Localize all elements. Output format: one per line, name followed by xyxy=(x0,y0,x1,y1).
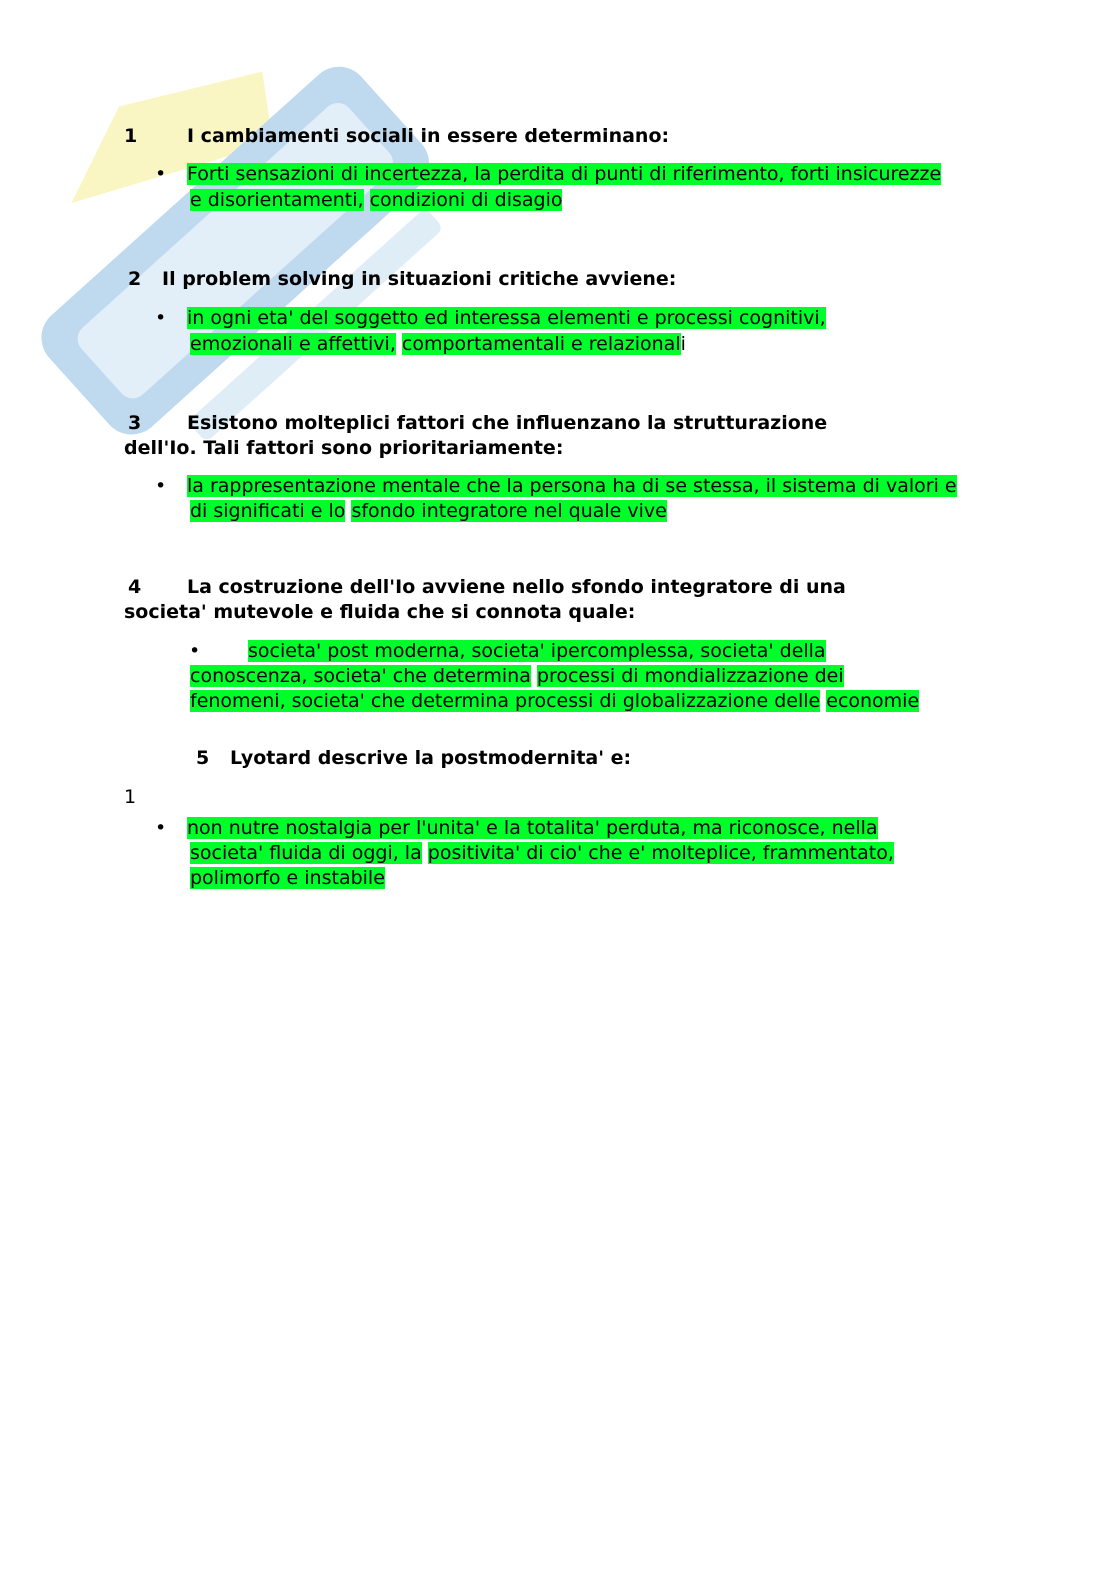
answer-highlight: la rappresentazione mentale che la persona ha di se stessa, il sistema di valori e xyxy=(187,475,957,497)
answer-highlight: Forti sensazioni di incertezza, la perdita di punti di riferimento, forti insicurezze xyxy=(187,163,942,185)
answer-4-line-3 xyxy=(190,689,919,714)
answer-text xyxy=(364,189,370,211)
answer-3-line-2 xyxy=(190,499,667,524)
question-2-number: 2 xyxy=(128,268,142,290)
answer-5-line-2 xyxy=(190,841,894,866)
answer-highlight: polimorfo e instabile xyxy=(190,867,385,889)
question-5-number: 5 xyxy=(196,747,210,769)
answer-highlight: societa' fluida di oggi, la xyxy=(190,842,422,864)
answer-5-line-1 xyxy=(187,816,878,841)
question-3-text-line-2: dell'Io. Tali fattori sono prioritariamente: xyxy=(124,437,564,459)
bullet-icon: • xyxy=(155,475,167,497)
answer-highlight: non nutre nostalgia per l'unita' e la totalita' perduta, ma riconosce, nella xyxy=(187,817,878,839)
answer-highlight: economie xyxy=(826,690,920,712)
question-4-number: 4 xyxy=(128,576,142,598)
answer-highlight: condizioni di disagio xyxy=(369,189,563,211)
question-1-number: 1 xyxy=(124,125,138,147)
answer-highlight: sfondo integratore nel quale vive xyxy=(351,500,667,522)
bullet-icon: • xyxy=(189,640,201,662)
answer-4-line-2 xyxy=(190,664,844,689)
answer-2-line-2 xyxy=(190,332,686,357)
answer-highlight: di significati e lo xyxy=(190,500,346,522)
bullet-icon: • xyxy=(155,163,167,185)
answer-text xyxy=(396,333,402,355)
answer-4-line-1 xyxy=(248,639,826,664)
answer-highlight: societa' post moderna, societa' ipercomplessa, societa' della xyxy=(248,640,826,662)
answer-text: i xyxy=(680,333,686,355)
answer-highlight: emozionali e affettivi, xyxy=(190,333,396,355)
question-2-text: Il problem solving in situazioni critiche avviene: xyxy=(162,268,677,290)
bullet-icon: • xyxy=(155,817,167,839)
answer-highlight: e disorientamenti, xyxy=(190,189,364,211)
question-3-text-line-1: Esistono molteplici fattori che influenzano la strutturazione xyxy=(187,412,828,434)
answer-highlight: processi di mondializzazione dei xyxy=(536,665,844,687)
question-4-text-line-2: societa' mutevole e fluida che si connota quale: xyxy=(124,601,636,623)
stray-number: 1 xyxy=(124,786,137,808)
answer-highlight: fenomeni, societa' che determina processi di globalizzazione delle xyxy=(190,690,821,712)
answer-highlight: comportamentali e relazional xyxy=(401,333,681,355)
question-3-number: 3 xyxy=(128,412,142,434)
question-4-text-line-1: La costruzione dell'Io avviene nello sfondo integratore di una xyxy=(187,576,846,598)
question-5-text: Lyotard descrive la postmodernita' e: xyxy=(230,747,632,769)
answer-3-line-1 xyxy=(187,474,957,499)
answer-text xyxy=(531,665,537,687)
answer-1-line-1 xyxy=(187,162,941,187)
answer-highlight: in ogni eta' del soggetto ed interessa elementi e processi cognitivi, xyxy=(187,307,826,329)
answer-1-line-2 xyxy=(190,188,562,213)
answer-highlight: positivita' di cio' che e' molteplice, frammentato, xyxy=(427,842,894,864)
bullet-icon: • xyxy=(155,307,167,329)
answer-highlight: conoscenza, societa' che determina xyxy=(190,665,531,687)
answer-2-line-1 xyxy=(187,306,826,331)
answer-text xyxy=(422,842,428,864)
question-1-text: I cambiamenti sociali in essere determinano: xyxy=(187,125,670,147)
answer-5-line-3 xyxy=(190,866,385,891)
